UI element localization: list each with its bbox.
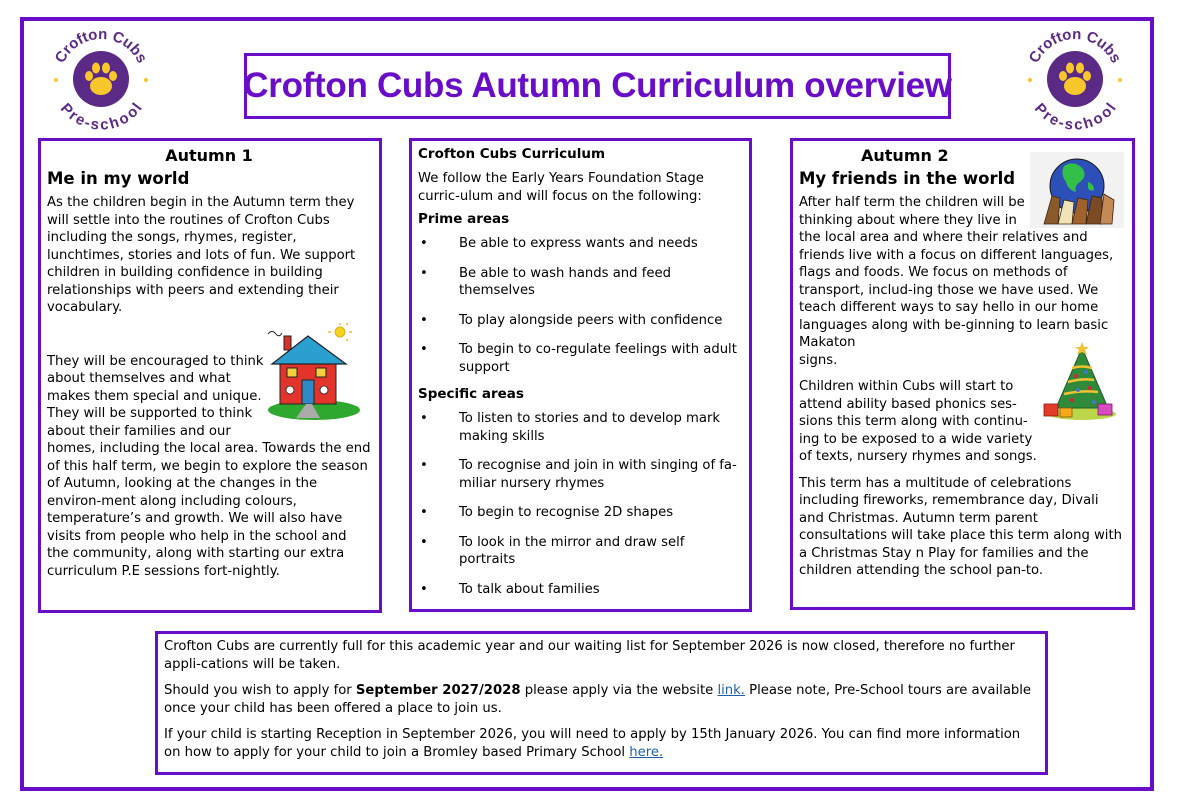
autumn-2-line: thinking about where they live in — [799, 212, 1017, 228]
bullet-icon: • — [420, 236, 428, 251]
notice-apply-year: September 2027/2028 — [355, 683, 521, 698]
notice-waiting-list: Crofton Cubs are currently full for this academic year and our waiting list for September 2026 is now closed, therefore no further appli-cations will be taken. — [164, 639, 1015, 672]
list-item-text: Be able to express wants and needs — [459, 236, 698, 251]
autumn-2-celebrations: This term has a multitude of celebrations including fireworks, remembrance day, Divali and Christmas. Autumn term parent consultations will take place this term along with a Christmas Stay n Play for families and the children attending the school pan-to. — [799, 475, 1122, 578]
autumn-1-line: They will be supported to think — [47, 406, 253, 421]
page-title: Crofton Cubs Autumn Curriculum overview — [243, 66, 952, 105]
logo-text-top: Crofton Cubs — [51, 25, 151, 66]
bullet-icon: • — [420, 581, 428, 597]
specific-areas-heading: Specific areas — [418, 386, 524, 402]
admissions-notice — [155, 631, 1048, 775]
crofton-cubs-logo-left — [46, 22, 156, 132]
logo-text-bottom: Pre-school — [56, 100, 146, 132]
logo-text-bottom: Pre-school — [1030, 100, 1120, 132]
autumn-1-line: about themselves and what — [47, 371, 231, 386]
bullet-icon: • — [420, 312, 428, 328]
house-icon — [266, 322, 366, 422]
autumn-1-line: about their families and our — [47, 423, 231, 439]
autumn-1-line: They will be encouraged to think — [47, 353, 264, 369]
autumn-1-intro: As the children begin in the Autumn term they will settle into the routines of Crofton Cubs including the songs, rhymes, register, lunchtimes, stories and lots of fun. We support children in building confidence in building relationships with peers and extending their vocabulary. — [47, 195, 356, 315]
bullet-icon: • — [420, 534, 428, 550]
primary-school-link[interactable]: here. — [629, 744, 664, 760]
notice-reception — [164, 726, 1039, 761]
list-item-text: To begin to recognise 2D shapes — [459, 505, 674, 520]
list-item-text: To recognise and join in with singing of fa-miliar nursery rhymes — [459, 458, 737, 491]
autumn-2-body: the local area and where their relatives and friends live with a focus on different languages, flags and foods. We focus on methods of transport, includ-ing those we have used. We teach different ways to say hello in our home languages along with be-ginning to learn basic Makaton — [799, 230, 1114, 350]
list-item — [418, 235, 741, 253]
list-item — [418, 534, 741, 569]
notice-reception-text: If your child is starting Reception in September 2026, you will need to apply by 15th January 2026. You can find more information on how to apply for your child to join a Bromley based Primary School — [164, 727, 1021, 760]
autumn-2-line: signs. — [799, 352, 838, 368]
autumn-2-line: attend ability based phonics ses- — [799, 396, 1017, 412]
notice-apply-text: Please note, Pre-School tours are available once your child has been offered a place to join us. — [164, 683, 1032, 716]
title-box — [244, 53, 951, 119]
crofton-cubs-logo-right — [1020, 22, 1130, 132]
bullet-icon: • — [420, 342, 428, 357]
list-item — [418, 457, 741, 492]
logo-text-top: Crofton Cubs — [1025, 25, 1125, 66]
list-item-text: Be able to wash hands and feed themselves — [459, 265, 671, 298]
bullet-icon: • — [420, 411, 428, 426]
bullet-icon: • — [420, 265, 428, 281]
list-item — [418, 312, 741, 330]
autumn-2-line: sions this term along with continu- — [799, 414, 1028, 429]
list-item-text: To listen to stories and to develop mark making skills — [459, 411, 721, 444]
term-heading: Autumn 2 — [861, 146, 949, 165]
list-item-text: To begin to co-regulate feelings with adult support — [459, 342, 737, 375]
list-item-text: To talk about families — [459, 581, 600, 597]
autumn-1-line: makes them special and unique. — [47, 388, 262, 404]
notice-apply — [164, 682, 1039, 717]
prime-areas-list — [418, 235, 741, 376]
website-link[interactable]: link. — [717, 683, 745, 698]
theme-heading: Me in my world — [47, 169, 190, 188]
list-item — [418, 581, 741, 599]
list-item — [418, 341, 741, 376]
list-item — [418, 504, 741, 522]
list-item — [418, 410, 741, 445]
autumn-2-line: Children within Cubs will start to — [799, 379, 1014, 394]
christmas-tree-icon — [1038, 342, 1120, 424]
autumn-2-line: After half term the children will be — [799, 195, 1025, 210]
bullet-icon: • — [420, 458, 428, 473]
autumn-2-line: of texts, nursery rhymes and songs. — [799, 449, 1037, 464]
list-item-text: To play alongside peers with confidence — [459, 312, 723, 328]
list-item-text: To look in the mirror and draw self portraits — [459, 534, 685, 567]
globe-hands-icon — [1030, 152, 1124, 228]
autumn-2-line: ing to be exposed to a wide variety — [799, 431, 1033, 447]
notice-apply-text: Should you wish to apply for — [164, 683, 356, 698]
prime-areas-heading: Prime areas — [418, 211, 510, 227]
list-item — [418, 265, 741, 300]
specific-areas-list — [418, 410, 741, 598]
term-heading: Autumn 1 — [165, 146, 253, 165]
bullet-icon: • — [420, 505, 428, 520]
curriculum-panel — [409, 138, 752, 612]
autumn-1-body: homes, including the local area. Towards the end of this half term, we begin to explore the season of Autumn, looking at the changes in the environ-ment along including colours, temperature’s and growth. We will also have visits from people who help in the school and the community, along with starting our extra curriculum P.E sessions fort-nightly. — [47, 441, 371, 579]
curriculum-intro: We follow the Early Years Foundation Stage curric-ulum and will focus on the following: — [418, 171, 704, 204]
theme-heading: My friends in the world — [799, 169, 1016, 188]
notice-apply-text: please apply via the website — [520, 683, 718, 698]
curriculum-heading: Crofton Cubs Curriculum — [418, 146, 606, 162]
